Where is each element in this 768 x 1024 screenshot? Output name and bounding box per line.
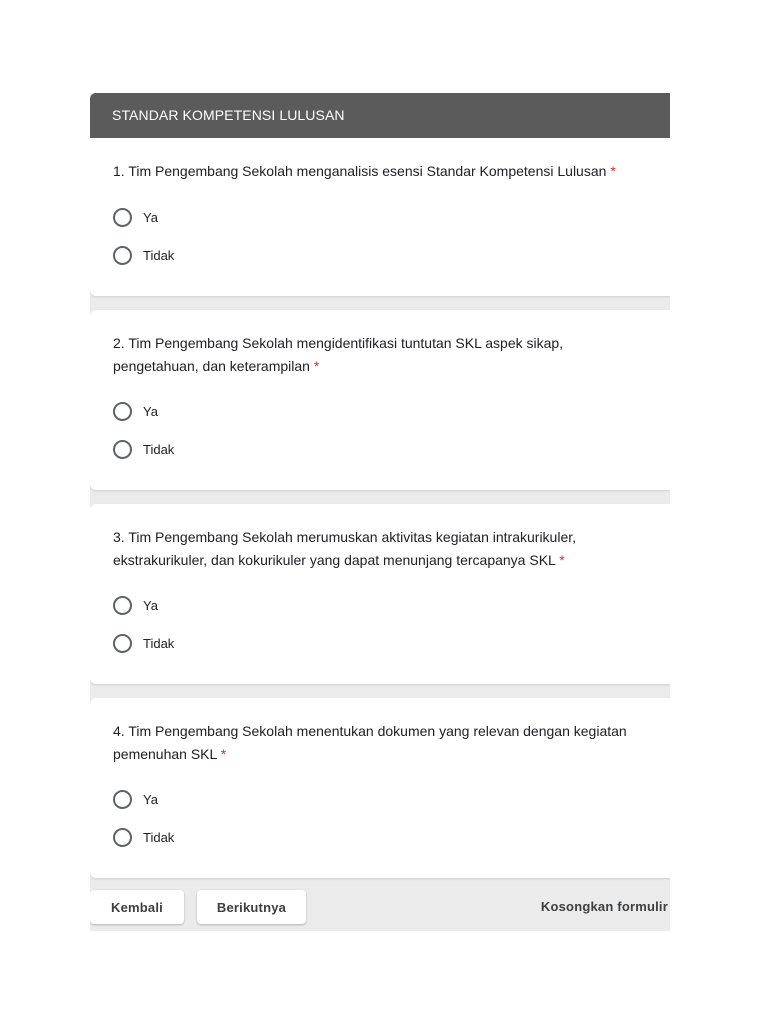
required-mark-3: * <box>559 552 565 568</box>
section-header: STANDAR KOMPETENSI LULUSAN <box>90 93 670 138</box>
option-label: Ya <box>143 791 158 807</box>
next-button[interactable]: Berikutnya <box>197 890 306 924</box>
question-label-4: 4. Tim Pengembang Sekolah menentukan dokumen yang relevan dengan kegiatan pemenuhan SKL <box>113 723 627 762</box>
radio-button[interactable] <box>113 402 132 421</box>
option-label: Tidak <box>143 635 175 651</box>
required-mark-2: * <box>313 358 320 374</box>
question-label-2: 2. Tim Pengembang Sekolah mengidentifikasi tuntutan SKL aspek sikap, pengetahuan, dan keterampilan <box>113 335 564 374</box>
radio-button[interactable] <box>113 596 132 615</box>
clear-form-button[interactable]: Kosongkan formulir <box>540 899 668 914</box>
option-label: Tidak <box>143 441 175 457</box>
radio-button[interactable] <box>113 208 132 227</box>
radio-option-q3-tidak[interactable] <box>113 632 174 654</box>
question-text-2 <box>113 332 633 378</box>
option-label: Tidak <box>143 829 175 845</box>
radio-button[interactable] <box>113 828 132 847</box>
radio-option-q2-tidak[interactable] <box>113 438 174 460</box>
radio-option-q2-ya[interactable] <box>113 400 158 422</box>
question-card-3 <box>90 504 670 684</box>
question-card-1 <box>90 138 670 296</box>
question-card-2 <box>90 310 670 490</box>
question-text-3 <box>113 526 633 572</box>
back-button[interactable]: Kembali <box>90 890 184 924</box>
radio-option-q1-ya[interactable] <box>113 206 158 228</box>
radio-button[interactable] <box>113 440 132 459</box>
required-mark-1: * <box>610 163 616 179</box>
question-label-3: 3. Tim Pengembang Sekolah merumuskan aktivitas kegiatan intrakurikuler, ekstrakurikuler, dan kokurikuler yang dapat menunjang tercapanya SKL <box>113 529 577 568</box>
option-label: Ya <box>143 403 158 419</box>
radio-option-q3-ya[interactable] <box>113 594 158 616</box>
radio-option-q4-tidak[interactable] <box>113 826 174 848</box>
question-text-4 <box>113 720 633 766</box>
form-container <box>90 93 670 931</box>
question-card-4 <box>90 698 670 878</box>
radio-button[interactable] <box>113 634 132 653</box>
radio-option-q4-ya[interactable] <box>113 788 158 810</box>
radio-button[interactable] <box>113 790 132 809</box>
radio-button[interactable] <box>113 246 132 265</box>
radio-option-q1-tidak[interactable] <box>113 244 174 266</box>
question-label-1: 1. Tim Pengembang Sekolah menganalisis esensi Standar Kompetensi Lulusan <box>113 163 607 179</box>
option-label: Ya <box>143 209 158 225</box>
option-label: Ya <box>143 597 158 613</box>
option-label: Tidak <box>143 247 175 263</box>
required-mark-4: * <box>220 746 227 762</box>
question-text-1 <box>113 160 633 183</box>
